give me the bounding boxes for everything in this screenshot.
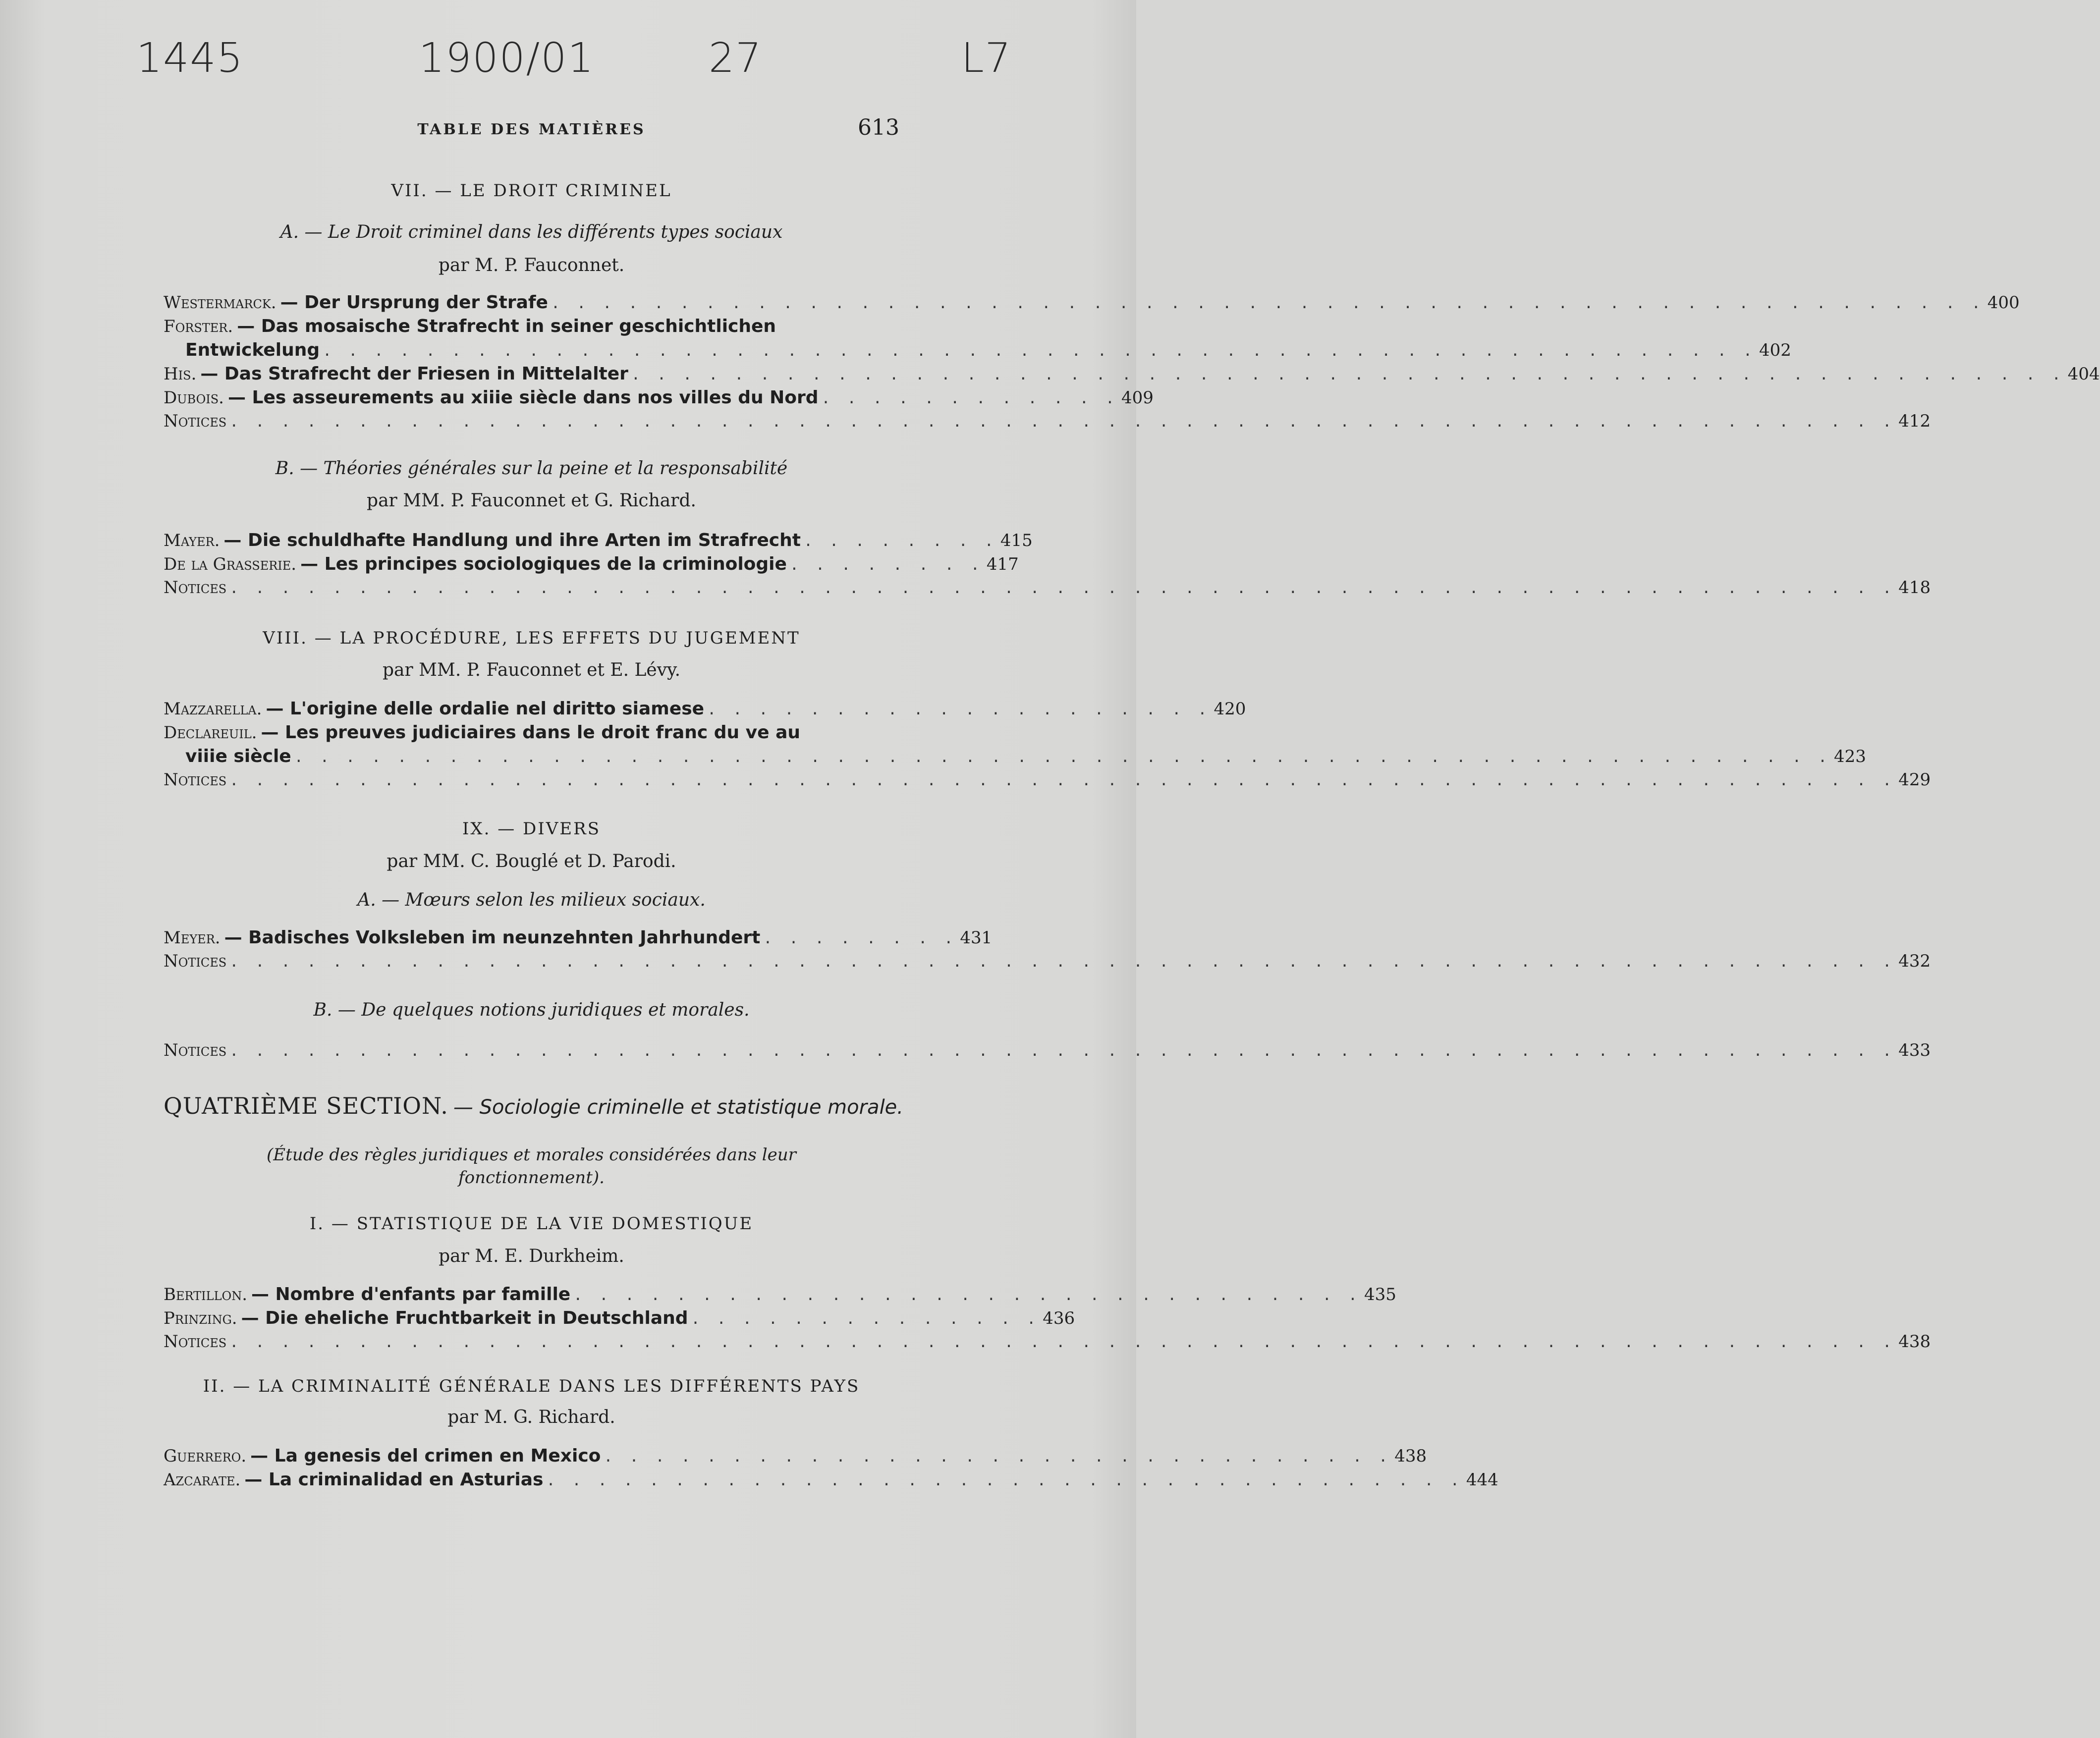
section-heading: I. — STATISTIQUE DE LA VIE DOMESTIQUE xyxy=(309,1214,754,1234)
toc-entry xyxy=(164,699,1246,722)
section-author: par M. E. Durkheim. xyxy=(439,1246,624,1266)
section-author: par MM. P. Fauconnet et G. Richard. xyxy=(367,490,696,511)
entry-page: 431 xyxy=(960,928,993,948)
entry-author: Forster. xyxy=(164,317,233,336)
toc-entry xyxy=(164,292,2020,316)
entry-title: — Nombre d'enfants par famille xyxy=(251,1284,571,1304)
entry-title: — Badisches Volksleben im neunzehnten Jahrhundert xyxy=(224,927,761,948)
toc-entry xyxy=(164,1040,1931,1064)
toc-entry xyxy=(164,770,1931,794)
handwritten-note: 1445 xyxy=(136,35,244,82)
leader-dots: . . . . . . . . . . . . . . . . . . . . . . . . . . . . . . . . . . . . . . . . . . . . . . . . . . . . . . . . . . . . . . . . . xyxy=(229,953,1896,971)
entry-page: 444 xyxy=(1466,1470,1498,1490)
leader-dots: . . . . . . . . xyxy=(763,930,957,947)
toc-entry xyxy=(164,316,899,340)
leader-dots: . . . . . . . . . . . . . . . . . . . . . . . . . . . . . . . xyxy=(573,1287,1361,1304)
entry-title: — Der Ursprung der Strafe xyxy=(280,292,548,313)
leader-dots: . . . . . . . . . . . . . . . . . . . . . . . . . . . . . . . . . . . . . . . . . . . . . . . . . . . . . . . . . . . . . . . . . xyxy=(229,1042,1896,1060)
leader-dots: . . . . . . . . . . . . . . . . . . . . . . . . . . . . . . . . . . . . . . . . . . . . . . . . . . . . . . . . xyxy=(551,295,1985,312)
entry-title: — La criminalidad en Asturias xyxy=(244,1469,544,1490)
toc-entry xyxy=(164,530,1033,554)
part-subtitle: (Étude des règles juridiques et morales considérées dans leur fonctionnement). xyxy=(267,1145,796,1188)
toc-entry xyxy=(164,722,899,746)
leader-dots: . . . . . . . . . . . . . . . . . . . . . . . . . . . . . . . . . . . . . . . . . . . . . . . . . . . . . . . . . . . . . . . . . xyxy=(229,772,1896,789)
entry-page: 436 xyxy=(1043,1308,1075,1328)
section-heading: VIII. — LA PROCÉDURE, LES EFFETS DU JUGEMENT xyxy=(263,628,800,648)
entry-title: — Die schuldhafte Handlung und ihre Arten im Strafrecht xyxy=(223,530,801,550)
part-title: — Sociologie criminelle et statistique morale. xyxy=(453,1096,904,1119)
toc-entry xyxy=(164,364,2100,387)
toc-entry-continuation xyxy=(164,746,1866,770)
entry-author: Notices xyxy=(164,951,227,971)
entry-title: — Die eheliche Fruchtbarkeit in Deutschland xyxy=(241,1308,688,1328)
entry-page: 409 xyxy=(1121,388,1154,408)
entry-title: viiie siècle xyxy=(185,746,291,766)
entry-page: 418 xyxy=(1898,578,1931,597)
entry-author: De la Grasserie. xyxy=(164,554,297,574)
running-head-title: TABLE DES MATIÈRES xyxy=(417,121,646,138)
toc-entry xyxy=(164,927,993,951)
section-author: par MM. C. Bouglé et D. Parodi. xyxy=(387,851,676,871)
toc-entry xyxy=(164,1284,1396,1308)
leader-dots: . . . . . . . . . . . . . . . . . . . . . . . . . . . . . . . . . . . . . . . . . . . . . . . . . . . . . . . . . . . . xyxy=(294,749,1831,766)
entry-author: Mayer. xyxy=(164,531,220,550)
leader-dots: . . . . . . . . xyxy=(803,533,997,550)
entry-page: 420 xyxy=(1214,699,1246,719)
entry-title: — Das Strafrecht der Friesen in Mittelalter xyxy=(200,364,628,384)
entry-page: 432 xyxy=(1898,951,1931,971)
section-author: par M. G. Richard. xyxy=(447,1407,615,1427)
toc-entry xyxy=(164,1469,1498,1493)
page-number: 613 xyxy=(858,115,899,140)
entry-author: Notices xyxy=(164,1040,227,1060)
section-heading: VII. — LE DROIT CRIMINEL xyxy=(391,181,672,201)
leader-dots: . . . . . . . . . . . . . . . . . . . . xyxy=(707,701,1211,718)
leader-dots: . . . . . . . . . . . . . . . . . . . . . . . . . . . . . . . xyxy=(604,1448,1392,1466)
entry-author: Notices xyxy=(164,770,227,790)
entry-author: Notices xyxy=(164,1332,227,1352)
entry-page: 435 xyxy=(1364,1285,1396,1304)
toc-entry xyxy=(164,554,1019,578)
entry-author: Westermarck. xyxy=(164,293,276,313)
entry-page: 402 xyxy=(1759,340,1791,360)
subsection-title: A. — Mœurs selon les milieux sociaux. xyxy=(357,890,706,910)
entry-author: Mazzarella. xyxy=(164,699,262,719)
entry-title: — L'origine delle ordalie nel diritto siamese xyxy=(266,699,705,719)
leader-dots: . . . . . . . . . . . . . . xyxy=(691,1310,1040,1328)
entry-author: His. xyxy=(164,364,197,384)
subsection-title: B. — De quelques notions juridiques et morales. xyxy=(313,1000,750,1020)
entry-title: — La genesis del crimen en Mexico xyxy=(250,1446,601,1466)
leader-dots: . . . . . . . . . . . . . . . . . . . . . . . . . . . . . . . . . . . . . . . . . . . . . . . . . . . . . . . . . . . . . . . . . xyxy=(229,413,1896,431)
section-heading: II. — LA CRIMINALITÉ GÉNÉRALE DANS LES DIFFÉRENTS PAYS xyxy=(203,1376,860,1396)
toc-entry xyxy=(164,1308,1075,1332)
entry-page: 400 xyxy=(1987,293,2020,313)
entry-author: Notices xyxy=(164,578,227,597)
section-author: par M. P. Fauconnet. xyxy=(438,255,625,275)
entry-title: — Das mosaische Strafrecht in seiner geschichtlichen xyxy=(237,316,776,336)
part-heading xyxy=(164,1092,904,1119)
entry-page: 415 xyxy=(1000,531,1033,550)
entry-page: 438 xyxy=(1394,1446,1427,1466)
toc-entry xyxy=(164,951,1931,975)
handwritten-note: 1900/01 xyxy=(419,35,595,82)
part-label: QUATRIÈME SECTION. xyxy=(164,1092,448,1119)
toc-entry xyxy=(164,1332,1931,1356)
section-heading: IX. — DIVERS xyxy=(462,819,601,839)
entry-author: Bertillon. xyxy=(164,1285,247,1304)
leader-dots: . . . . . . . . . . . . . . . . . . . . . . . . . . . . . . . . . . . . . . . . . . . . . . . . . . . . . . . . . . . . . . . . . xyxy=(229,580,1896,597)
entry-page: 438 xyxy=(1898,1332,1931,1352)
subsection-title: A. — Le Droit criminel dans les différents types sociaux xyxy=(280,222,783,242)
toc-entry-continuation xyxy=(164,340,1791,364)
entry-page: 417 xyxy=(986,554,1019,574)
toc-entry xyxy=(164,387,1154,411)
entry-author: Meyer. xyxy=(164,928,221,948)
handwritten-note: L7 xyxy=(961,35,1012,82)
entry-title: Entwickelung xyxy=(185,340,320,360)
toc-entry xyxy=(164,1446,1427,1469)
running-head xyxy=(164,115,899,145)
leader-dots: . . . . . . . . . . . . . . . . . . . . . . . . . . . . . . . . . . . . . . . . . . . . . . . . . . . . . . . . xyxy=(323,342,1756,360)
leader-dots: . . . . . . . . xyxy=(789,556,984,574)
section-author: par MM. P. Fauconnet et E. Lévy. xyxy=(382,660,681,680)
entry-page: 404 xyxy=(2067,364,2100,384)
leader-dots: . . . . . . . . . . . . . . . . . . . . . . . . . . . . . . . . . . . . xyxy=(546,1472,1463,1489)
entry-title: — Les preuves judiciaires dans le droit franc du ve au xyxy=(261,722,801,743)
leader-dots: . . . . . . . . . . . . . . . . . . . . . . . . . . . . . . . . . . . . . . . . . . . . . . . . . . . . . . . . . . . . . . . . . xyxy=(229,1334,1896,1351)
leader-dots: . . . . . . . . . . . . xyxy=(821,390,1118,407)
toc-entry xyxy=(164,578,1931,601)
entry-author: Notices xyxy=(164,411,227,431)
subsection-title: B. — Théories générales sur la peine et la responsabilité xyxy=(275,458,788,479)
entry-author: Azcarate. xyxy=(164,1470,241,1490)
entry-author: Guerrero. xyxy=(164,1446,247,1466)
handwritten-note: 27 xyxy=(709,35,763,82)
entry-page: 423 xyxy=(1834,747,1866,766)
entry-page: 433 xyxy=(1898,1040,1931,1060)
entry-title: — Les principes sociologiques de la criminologie xyxy=(300,554,787,574)
entry-title: — Les asseurements au xiiie siècle dans nos villes du Nord xyxy=(227,387,819,408)
entry-author: Declareuil. xyxy=(164,723,257,743)
entry-author: Dubois. xyxy=(164,388,224,408)
entry-page: 412 xyxy=(1898,411,1931,431)
entry-page: 429 xyxy=(1898,770,1931,790)
entry-author: Prinzing. xyxy=(164,1308,237,1328)
toc-entry xyxy=(164,411,1931,435)
leader-dots: . . . . . . . . . . . . . . . . . . . . . . . . . . . . . . . . . . . . . . . . . . . . . . . . . . . . . . . . xyxy=(631,366,2065,383)
